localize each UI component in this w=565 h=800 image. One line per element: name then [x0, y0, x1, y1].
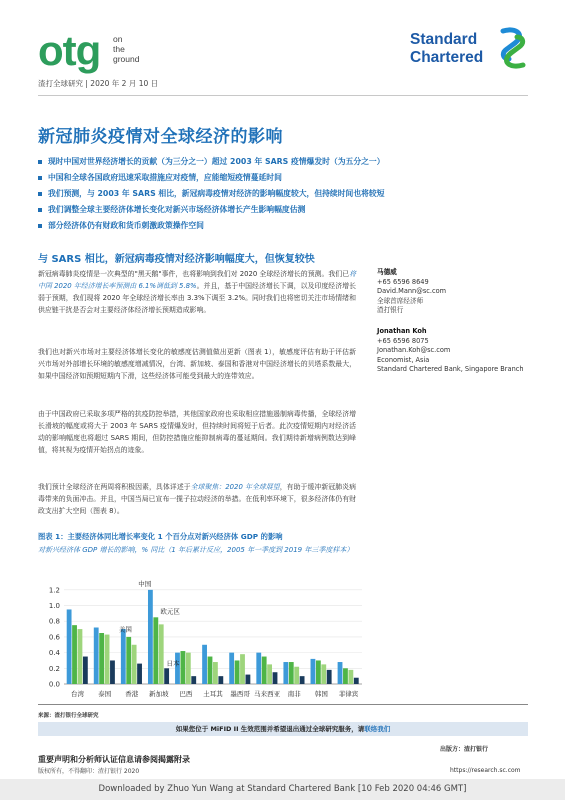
published-by: 出版方：渣打银行: [440, 746, 489, 753]
bar-0-2: [121, 629, 126, 684]
bar-2-2: [132, 645, 137, 684]
x-tick-label: 韩国: [314, 690, 328, 698]
bar-0-10: [338, 662, 343, 684]
bar-1-0: [72, 625, 77, 684]
series-label: 中国: [138, 579, 152, 588]
x-tick-label: 台湾: [71, 690, 85, 698]
paragraph-1: [38, 268, 356, 316]
bar-0-4: [175, 653, 180, 684]
bar-0-5: [202, 645, 207, 684]
bar-3-4: [191, 676, 196, 684]
bar-1-9: [316, 660, 321, 684]
bar-3-1: [110, 660, 115, 684]
bar-2-10: [348, 670, 353, 684]
bar-2-4: [186, 653, 191, 684]
y-tick-label: 0.4: [48, 649, 60, 658]
bar-0-1: [94, 628, 99, 684]
key-points: [38, 155, 538, 235]
y-tick-label: 0.2: [48, 664, 60, 673]
bar-3-9: [327, 670, 332, 684]
bar-2-0: [78, 629, 83, 684]
brand-line: Standard: [410, 31, 478, 48]
bar-1-4: [180, 651, 185, 684]
bar-3-8: [300, 676, 305, 684]
bar-1-1: [99, 633, 104, 684]
paragraph-4: [38, 481, 356, 517]
contact-name: 马德威: [377, 268, 397, 276]
x-tick-label: 巴西: [179, 690, 193, 698]
series-label: 日本: [166, 659, 180, 668]
contact-phone: +65 6596 8649: [377, 277, 429, 286]
x-tick-label: 香港: [125, 690, 139, 698]
otg-logo-tagline: [113, 34, 139, 64]
copyright-note: 版权所有，不得翻印：渣打银行 2020: [38, 768, 140, 775]
divider: [38, 704, 528, 705]
banner-text: 如果您位于 MiFID II 生效范围并希望退出通过全球研究服务，请: [175, 725, 365, 733]
bar-3-6: [246, 675, 251, 684]
bar-1-7: [262, 657, 267, 684]
bar-3-7: [273, 672, 278, 684]
contact-org: 渣打银行: [377, 306, 404, 314]
paragraph-2: 我们也对新兴市场对主要经济体增长变化的敏感度估测值做出更新（图表 1），敏感度评估有助于评估新兴市场对外部增长环境的敏感度增减情况，台湾、新加坡、泰国和香港对中国经济增长的贝塔系数最大，如果中国经济如预期短期内下滑，这些经济体可能受到最大的连带效应。: [38, 348, 356, 380]
series-label: 欧元区: [160, 607, 180, 616]
contact-phone: +65 6596 8075: [377, 336, 429, 345]
bar-3-10: [354, 678, 359, 684]
text: 新冠病毒肺炎疫情是一次典型的"黑天鹅"事件，也将影响到我们对 2020 全球经济增长的预测。我们已: [38, 270, 350, 278]
text: 我们预计全球经济在两周将积极因素，具体详述于: [38, 483, 191, 491]
bar-1-8: [289, 662, 294, 684]
bar-1-3: [153, 617, 158, 684]
standard-chartered-logo-icon: [497, 27, 529, 69]
contact-title: Economist, Asia: [377, 355, 430, 364]
page-title: 新冠肺炎疫情对全球经济的影响: [38, 127, 283, 147]
brand-line: Chartered: [410, 49, 484, 66]
divider: [38, 95, 528, 96]
tagline-line: the: [113, 44, 125, 54]
figure-title: 图表 1：主要经济体同比增长率变化 1 个百分点对新兴经济体 GDP 的影响: [38, 532, 283, 541]
bar-3-0: [83, 657, 88, 684]
x-tick-label: 马来西亚: [254, 690, 281, 698]
bar-0-6: [229, 653, 234, 684]
bar-chart: [38, 578, 368, 700]
section-heading: 与 SARS 相比，新冠病毒疫情对经济影响幅度大，但恢复较快: [38, 254, 315, 265]
y-tick-label: 0.8: [48, 617, 60, 626]
y-tick-label: 1.2: [48, 586, 60, 595]
paragraph-3: 由于中国政府已采取多项严格的抗疫防控举措，其他国家政府也采取相应措施遏制病毒传播，全球经济增长滑坡的幅度或将大于 2003 年 SARS 疫情爆发时，但持续时间将短于后者。此次疫情短期内对经济活动的影响幅度也将超过 SARS 期间，但防控措施应能抑制病毒的蔓延期间。我们期待新增病例数达到峰值，将其视为疫情开始拐点的迹象。: [38, 410, 356, 454]
bar-2-1: [105, 635, 110, 684]
bullet-item: 中国和全球各国政府迅速采取措施应对疫情，应能缩短疫情蔓延时间: [38, 171, 538, 187]
y-tick-label: 0.0: [48, 680, 60, 689]
bar-0-9: [311, 659, 316, 684]
bar-0-3: [148, 590, 153, 684]
download-stamp: Downloaded by Zhuo Yun Wang at Standard Chartered Bank [10 Feb 2020 04:46 GMT]: [0, 779, 565, 800]
bar-2-6: [240, 654, 245, 684]
bullet-item: 部分经济体仍有财政和货币刺激政策操作空间: [38, 219, 538, 235]
emphasis-text: 将中国 2020 年经济增长率预测由 6.1%调低到 5.8%: [38, 270, 356, 290]
otg-logo: otg: [38, 27, 101, 74]
brand-name: [410, 31, 483, 67]
bar-2-5: [213, 662, 218, 684]
contact-card: [377, 268, 446, 316]
x-tick-label: 南非: [287, 690, 301, 698]
tagline-line: on: [113, 34, 123, 44]
y-tick-label: 0.6: [48, 633, 60, 642]
bar-3-2: [137, 664, 142, 684]
bar-2-9: [321, 664, 326, 684]
disclosure-note: 重要声明和分析师认证信息请参阅揭露附录: [38, 755, 190, 764]
contact-email[interactable]: David.Mann@sc.com: [377, 287, 447, 295]
bar-0-7: [256, 653, 261, 684]
bar-1-5: [208, 657, 213, 684]
figure-source: 来源：渣打银行全球研究: [38, 713, 99, 719]
x-tick-label: 新加坡: [149, 690, 169, 698]
contact-email[interactable]: Jonathan.Koh@sc.com: [377, 346, 451, 354]
contact-name: Jonathan Koh: [377, 327, 427, 335]
contact-card: [377, 327, 524, 375]
bar-0-0: [67, 609, 72, 684]
bar-1-10: [343, 668, 348, 684]
bar-2-3: [159, 624, 164, 684]
bullet-item: 现时中国对世界经济增长的贡献（为三分之一）超过 2003 年 SARS 疫情爆发时（为五分之一）: [38, 155, 538, 171]
tagline-line: ground: [113, 54, 140, 64]
figure-subtitle: 对新兴经济体 GDP 增长的影响，% 同比（1 年后累计反应，2005 年一季度到 2019 年三季度样本）: [38, 546, 354, 554]
x-tick-label: 墨西哥: [230, 690, 250, 698]
research-url[interactable]: https://research.sc.com: [450, 767, 521, 774]
contact-title: 全球首席经济师: [377, 296, 424, 305]
bar-3-3: [164, 668, 169, 684]
x-tick-label: 土耳其: [203, 690, 223, 698]
bar-1-6: [235, 660, 240, 684]
contact-us-link[interactable]: 联络我们: [364, 725, 391, 733]
bar-1-2: [126, 637, 131, 684]
contact-org: Standard Chartered Bank, Singapore Branch: [377, 365, 524, 373]
bar-3-5: [218, 676, 223, 684]
text: ，有助于缓冲新冠肺炎病毒带来的负面冲击。并且，中国当局已宣布一揽子拉动经济的举措。在低利率环境下，很多经济体仍有财政支出扩大空间（图表 8）。: [38, 483, 357, 515]
x-tick-label: 泰国: [98, 690, 112, 698]
bar-2-7: [267, 664, 272, 684]
x-tick-label: 菲律宾: [338, 690, 359, 698]
bullet-item: 我们预测，与 2003 年 SARS 相比，新冠病毒疫情对经济的影响幅度较大，但持续时间也将较短: [38, 187, 538, 203]
report-link[interactable]: 全球聚焦：2020 年全球展望: [190, 483, 280, 491]
bar-2-8: [294, 667, 299, 684]
mifid-banner: [38, 722, 528, 736]
y-tick-label: 1.0: [48, 602, 60, 611]
bullet-item: 我们调整全球主要经济体增长变化对新兴市场经济体增长产生影响幅度估测: [38, 203, 538, 219]
series-label: 美国: [118, 625, 132, 634]
text: 。并且，基于中国经济增长下调，以及印度经济增长弱于预期，我们现将 2020 年全球经济增长率由 3.3%下调至 3.2%。同时我们也将密切关注市场情绪和供应链干扰是否会对主要经济体经济增长预期造成影响。: [38, 282, 356, 314]
report-meta: 渣打全球研究 | 2020 年 2 月 10 日: [38, 79, 159, 88]
bar-0-8: [283, 662, 288, 684]
